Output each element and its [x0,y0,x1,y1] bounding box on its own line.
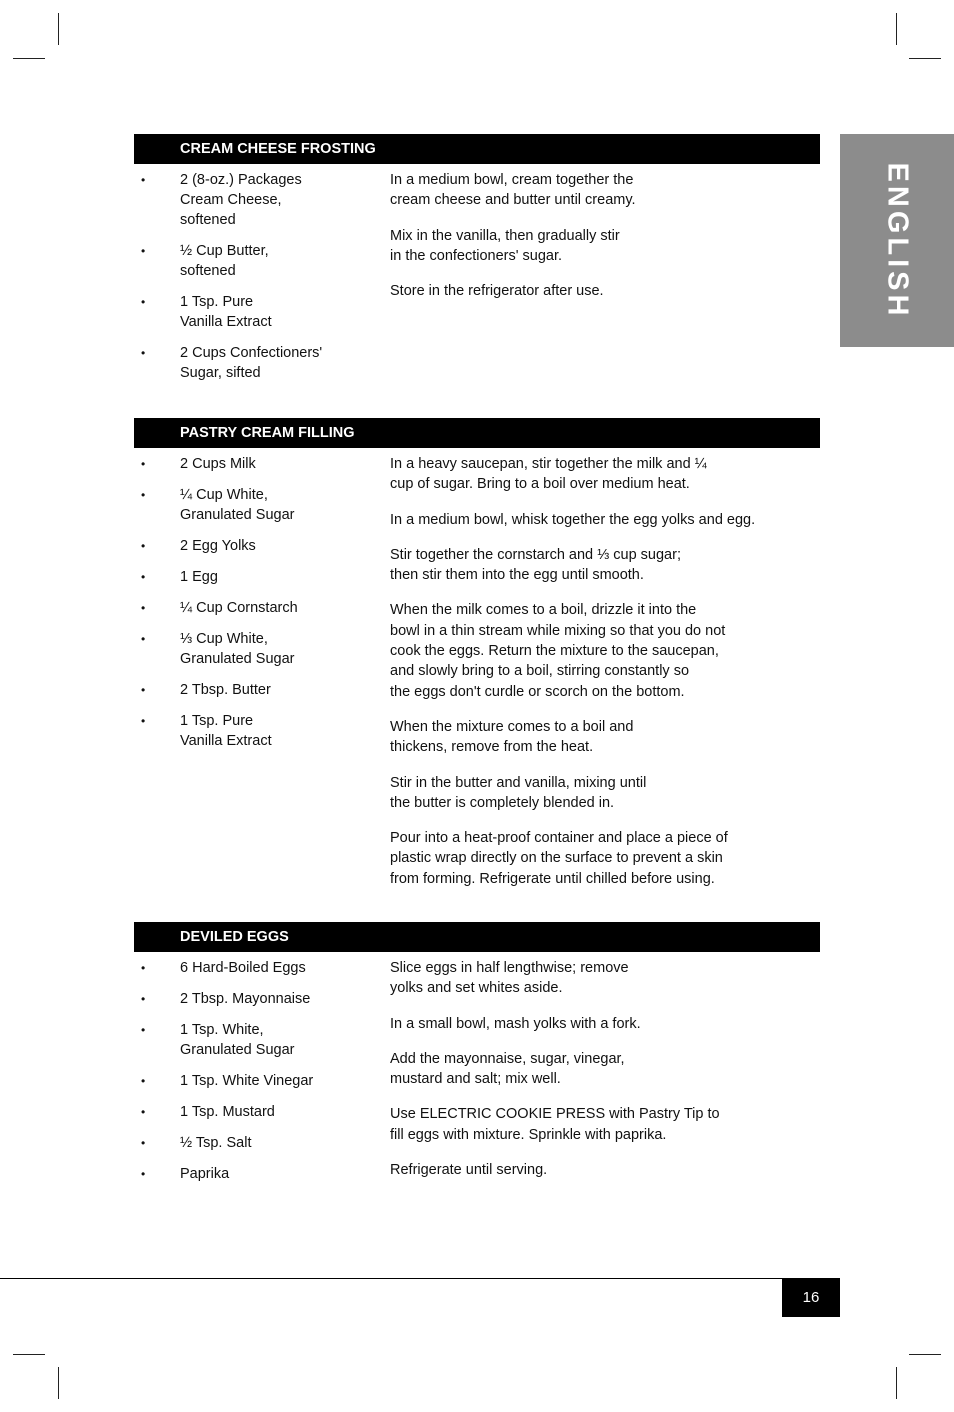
instruction-step: Stir in the butter and vanilla, mixing until the butter is completely blended in. [390,774,647,811]
ingredient-item: • 1 Tsp. White Vinegar [141,1073,314,1089]
recipe-pastry-cream-filling [134,418,820,898]
bullet-icon: • [141,346,146,360]
ingredient-item: • 1 Tsp. White, Granulated Sugar [141,1022,295,1058]
ingredient-item: • 2 Cups Confectioners' Sugar, sifted [141,345,323,381]
instruction-step: Refrigerate until serving. [390,1162,548,1179]
ingredient-list [134,454,384,762]
crop-mark [58,1367,59,1399]
crop-mark [909,58,941,59]
crop-mark [13,58,45,59]
instruction-step: Mix in the vanilla, then gradually stir in the confectioners' sugar. [390,227,620,264]
crop-mark [58,13,59,45]
bullet-icon: • [141,1167,146,1181]
bullet-icon: • [141,244,146,258]
bullet-icon: • [141,457,146,471]
language-tab-label: ENGLISH [881,162,914,319]
instruction-step: Use ELECTRIC COOKIE PRESS with Pastry Tip to fill eggs with mixture. Sprinkle with paprika. [390,1106,720,1143]
crop-mark [896,13,897,45]
instruction-step: In a heavy saucepan, stir together the milk and ¼ cup of sugar. Bring to a boil over medium heat. [390,456,707,493]
bullet-icon: • [141,601,146,615]
ingredient-item: • Paprika [141,1166,230,1182]
bullet-icon: • [141,295,146,309]
instruction-step: When the mixture comes to a boil and thickens, remove from the heat. [390,718,634,756]
bullet-icon: • [141,1074,146,1088]
bullet-icon: • [141,539,146,553]
ingredient-item: • ½ Tsp. Salt [141,1135,252,1151]
ingredient-item: • 6 Hard-Boiled Eggs [141,960,306,976]
instruction-step: Slice eggs in half lengthwise; remove yolks and set whites aside. [390,960,629,997]
instruction-step: Add the mayonnaise, sugar, vinegar, mustard and salt; mix well. [390,1050,625,1088]
ingredient-list [134,958,384,1195]
recipe-deviled-eggs [134,922,820,1202]
recipe-cream-cheese-frosting [134,134,820,394]
ingredient-item: • 1 Tsp. Pure Vanilla Extract [141,713,272,749]
ingredient-item: • ⅓ Cup White, Granulated Sugar [141,631,295,667]
bullet-icon: • [141,961,146,975]
recipe-title: CREAM CHEESE FROSTING [134,134,820,164]
ingredient-item: • ¼ Cup Cornstarch [141,600,298,616]
ingredient-list [134,170,384,394]
instructions [390,958,820,1195]
instruction-step: In a small bowl, mash yolks with a fork. [390,1015,641,1032]
page-number: 16 [782,1278,840,1317]
instruction-step: When the milk comes to a boil, drizzle it into the bowl in a thin stream while mixing so that you do not cook the eggs. Return the mixture to the saucepan, and slowly bring to a boil, stirring constantly so the eggs don't curdle or scorch on the bottom. [390,602,726,700]
bullet-icon: • [141,570,146,584]
recipe-title: PASTRY CREAM FILLING [134,418,820,448]
instruction-step: In a medium bowl, cream together the cream cheese and butter until creamy. [390,172,636,209]
ingredient-item: • 1 Egg [141,569,218,585]
crop-mark [896,1367,897,1399]
bullet-icon: • [141,632,146,646]
instruction-step: Store in the refrigerator after use. [390,283,604,300]
bullet-icon: • [141,714,146,728]
instructions [390,170,820,316]
bullet-icon: • [141,488,146,502]
bullet-icon: • [141,683,146,697]
language-tab [840,134,954,347]
bullet-icon: • [141,173,146,187]
recipe-title: DEVILED EGGS [134,922,820,952]
ingredient-item: • 1 Tsp. Pure Vanilla Extract [141,294,272,330]
bullet-icon: • [141,1136,146,1150]
bullet-icon: • [141,992,146,1006]
crop-mark [909,1354,941,1355]
ingredient-item: • ½ Cup Butter, softened [141,243,269,279]
ingredient-item: • 2 Egg Yolks [141,538,256,554]
ingredient-item: • 2 (8-oz.) Packages Cream Cheese, softened [141,172,302,228]
instruction-step: In a medium bowl, whisk together the egg yolks and egg. [390,511,756,528]
ingredient-item: • ¼ Cup White, Granulated Sugar [141,487,295,523]
ingredient-item: • 2 Tbsp. Butter [141,682,271,698]
instruction-step: Pour into a heat-proof container and place a piece of plastic wrap directly on the surface to prevent a skin from forming. Refrigerate until chilled before using. [390,830,728,887]
instructions [390,454,820,904]
instruction-step: Stir together the cornstarch and ⅓ cup sugar; then stir them into the egg until smooth. [390,546,681,584]
footer-rule [0,1278,840,1279]
ingredient-item: • 1 Tsp. Mustard [141,1104,275,1120]
crop-mark [13,1354,45,1355]
ingredient-item: • 2 Cups Milk [141,456,256,472]
ingredient-item: • 2 Tbsp. Mayonnaise [141,991,311,1007]
bullet-icon: • [141,1023,146,1037]
bullet-icon: • [141,1105,146,1119]
